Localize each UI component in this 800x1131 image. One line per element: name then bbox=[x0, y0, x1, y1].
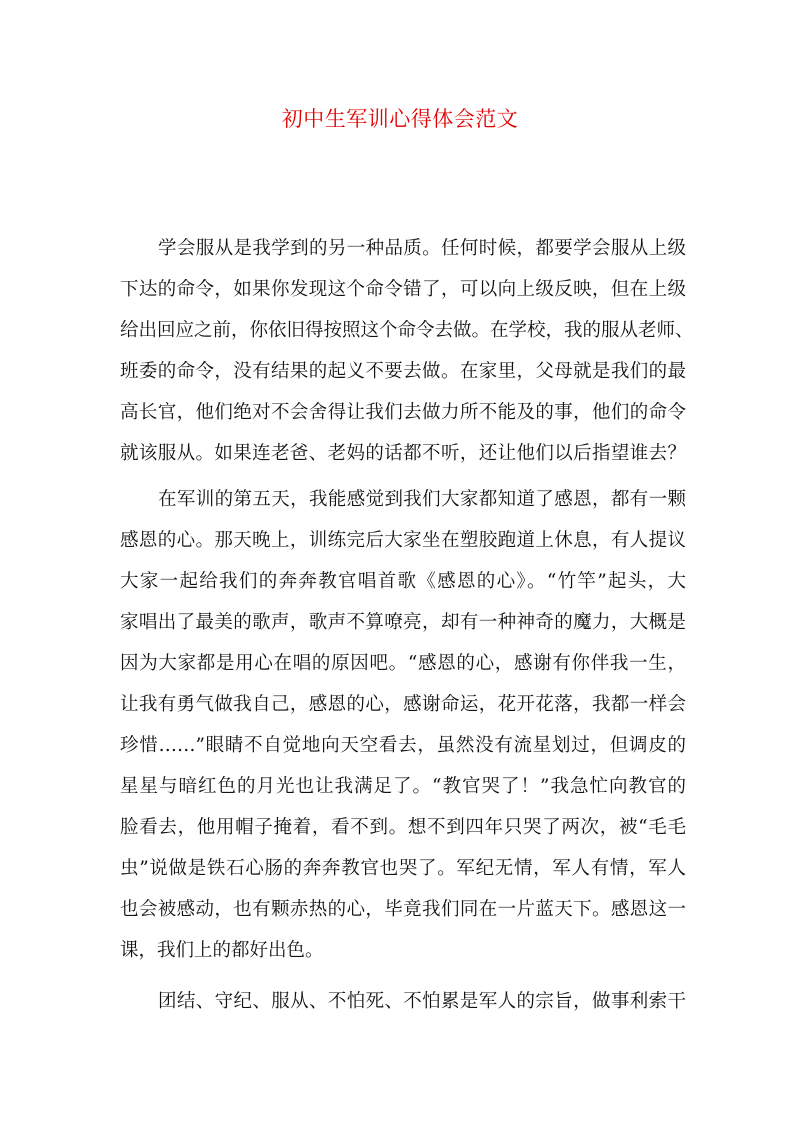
document-title: 初中生军训心得体会范文 bbox=[281, 107, 519, 131]
paragraph-1-line-4: 班委的命令，没有结果的起义不要去做。在家里，父母就是我们的最 bbox=[120, 361, 686, 382]
paragraph-2-line-12: 课，我们上的都好出色。 bbox=[120, 940, 324, 961]
paragraph-2-line-9: 脸看去，他用帽子掩着，看不到。想不到四年只哭了两次，被“毛毛 bbox=[120, 817, 686, 838]
paragraph-2-line-1: 在军训的第五天，我能感觉到我们大家都知道了感恩，都有一颗 bbox=[158, 489, 686, 510]
paragraph-3-line-1: 团结、守纪、服从、不怕死、不怕累是军人的宗旨，做事利索干 bbox=[158, 991, 686, 1012]
paragraph-2-line-8: 星星与暗红色的月光也让我满足了。“教官哭了！”我急忙向教官的 bbox=[120, 776, 686, 797]
paragraph-2-line-3: 大家一起给我们的奔奔教官唱首歌《感恩的心》。“竹竿”起头，大 bbox=[120, 571, 686, 592]
paragraph-1-line-3: 给出回应之前，你依旧得按照这个命令去做。在学校，我的服从老师、 bbox=[120, 320, 694, 341]
paragraph-2-line-5: 因为大家都是用心在唱的原因吧。“感恩的心，感谢有你伴我一生， bbox=[120, 653, 686, 674]
paragraph-1-line-5: 高长官，他们绝对不会舍得让我们去做力所不能及的事，他们的命令 bbox=[120, 402, 686, 423]
paragraph-1-line-6: 就该服从。如果连老爸、老妈的话都不听，还让他们以后指望谁去？ bbox=[120, 443, 686, 464]
paragraph-2-line-4: 家唱出了最美的歌声，歌声不算嘹亮，却有一种神奇的魔力，大概是 bbox=[120, 612, 686, 633]
paragraph-2-line-7: 珍惜……”眼睛不自觉地向天空看去，虽然没有流星划过，但调皮的 bbox=[120, 735, 686, 756]
paragraph-1-line-1: 学会服从是我学到的另一种品质。任何时候，都要学会服从上级 bbox=[158, 238, 686, 259]
paragraph-2-line-11: 也会被感动，也有颗赤热的心，毕竟我们同在一片蓝天下。感恩这一 bbox=[120, 899, 686, 920]
paragraph-2-line-10: 虫”说做是铁石心肠的奔奔教官也哭了。军纪无情，军人有情，军人 bbox=[120, 858, 686, 879]
paragraph-2-line-6: 让我有勇气做我自己，感恩的心，感谢命运，花开花落，我都一样会 bbox=[120, 694, 686, 715]
paragraph-1-line-2: 下达的命令，如果你发现这个命令错了，可以向上级反映，但在上级 bbox=[120, 279, 686, 300]
paragraph-2-line-2: 感恩的心。那天晚上，训练完后大家坐在塑胶跑道上休息，有人提议 bbox=[120, 530, 686, 551]
